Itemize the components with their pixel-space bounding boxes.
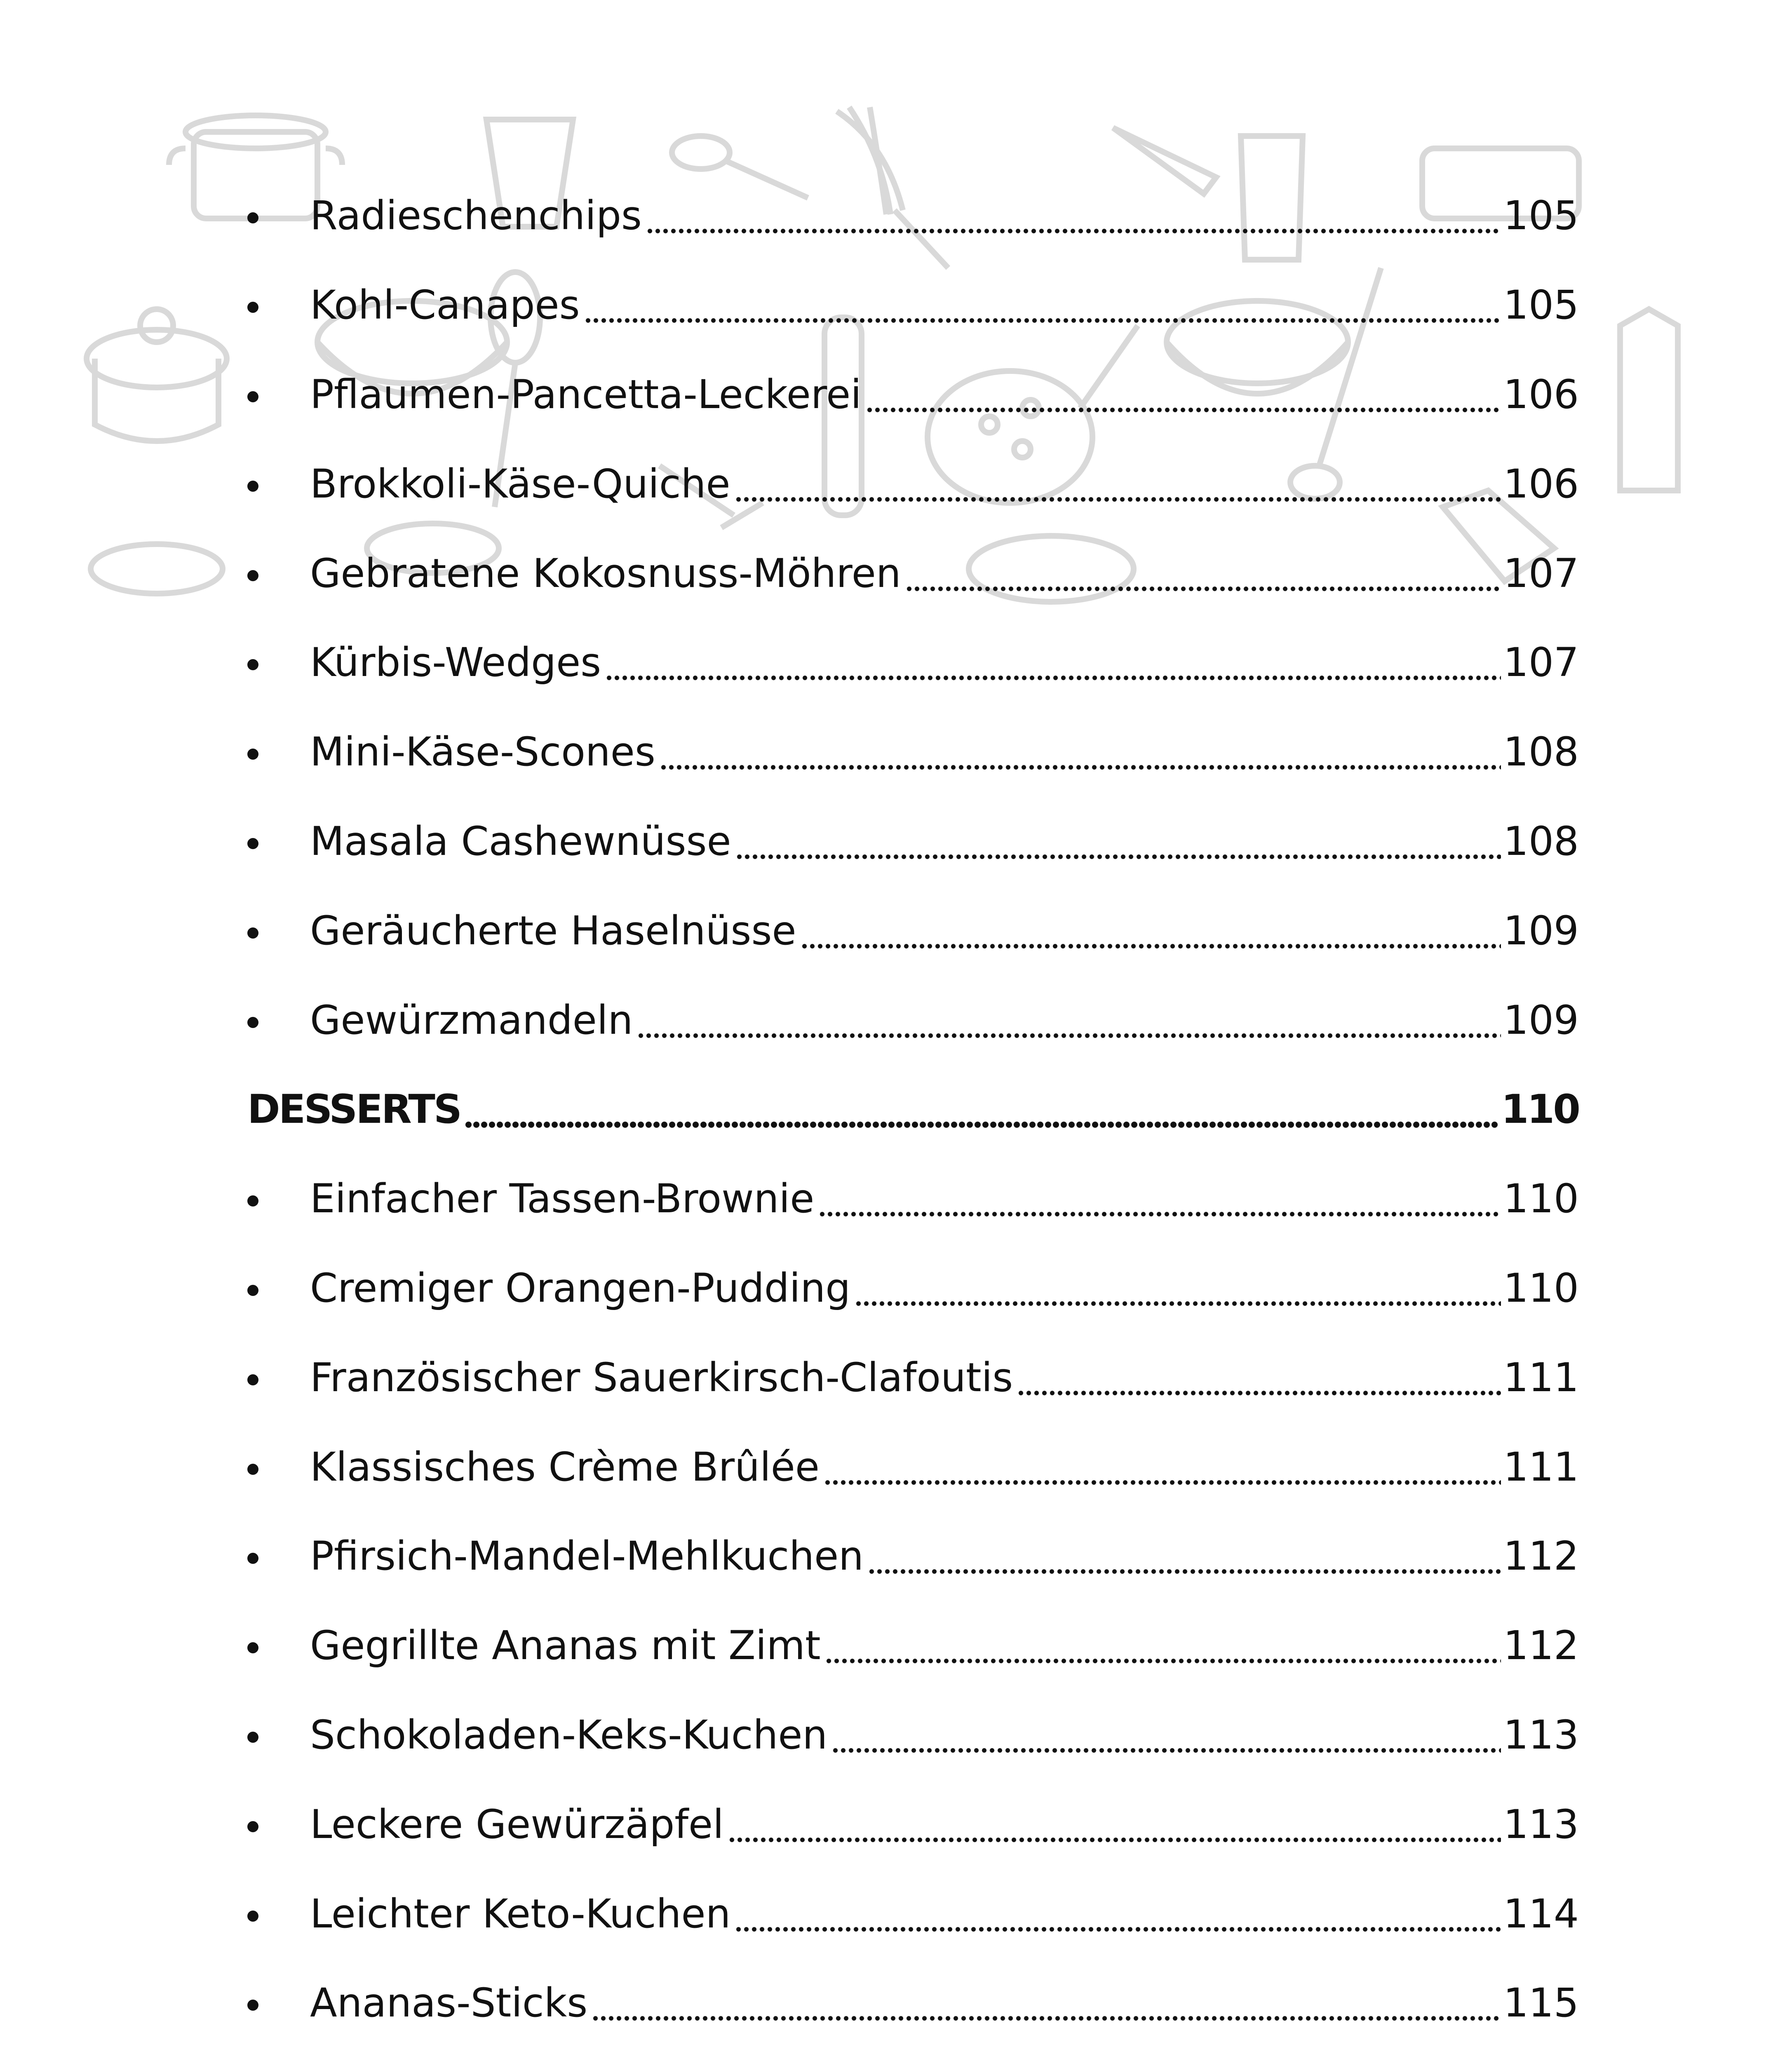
toc-entry[interactable] [247, 2048, 1579, 2061]
toc-entry[interactable] [247, 261, 1579, 350]
toc-entry-title: Cremiger Orangen-Pudding [310, 1265, 851, 1311]
toc-entry-title: Leckere Gewürzäpfel [310, 1801, 724, 1847]
toc-entry[interactable] [247, 1779, 1579, 1869]
toc-entry[interactable] [247, 1601, 1579, 1690]
toc-entry-title: Radieschenchips [310, 192, 642, 239]
toc-entry[interactable] [247, 1333, 1579, 1422]
dot-leader [592, 1982, 1501, 2023]
bullet-icon [247, 302, 258, 313]
toc-entry-page: 114 [1503, 1890, 1579, 1937]
dot-leader [605, 642, 1501, 683]
bullet-icon [247, 212, 258, 223]
toc-entry-page: 109 [1503, 907, 1579, 954]
toc-entry-page: 107 [1503, 639, 1579, 686]
dot-leader [735, 1893, 1501, 1934]
toc-entry-page: 112 [1503, 1622, 1579, 1669]
dot-leader [905, 553, 1501, 594]
toc-entry-page: 110 [1503, 1176, 1579, 1222]
bullet-icon [247, 1195, 258, 1207]
bullet-icon [247, 1911, 258, 1922]
bullet-icon [247, 1732, 258, 1743]
dot-leader [801, 910, 1501, 951]
toc-entry-title: Gewürzmandeln [310, 997, 633, 1043]
toc-entry-title: Geräucherte Haselnüsse [310, 907, 796, 954]
bullet-icon [247, 1553, 258, 1564]
toc-entry-page: 115 [1503, 1980, 1579, 2026]
toc-entry-page: 111 [1503, 1444, 1579, 1490]
toc-entry-title: Gebratene Kokosnuss-Möhren [310, 550, 901, 596]
dot-leader [728, 1804, 1501, 1845]
toc-entry[interactable] [247, 1869, 1579, 1958]
toc-entry[interactable] [247, 1690, 1579, 1780]
toc-entry-title: Schokoladen-Keks-Kuchen [310, 1711, 828, 1758]
toc-entry[interactable] [247, 1422, 1579, 1512]
toc-entry-title: Kürbis-Wedges [310, 639, 601, 686]
dot-leader [855, 1268, 1501, 1309]
bullet-icon [247, 838, 258, 849]
toc-entry[interactable] [247, 528, 1579, 618]
bullet-icon [247, 1642, 258, 1653]
toc-entry-title: Mini-Käse-Scones [310, 729, 655, 775]
toc-entry[interactable] [247, 1154, 1579, 1244]
bullet-icon [247, 570, 258, 581]
bullet-icon [247, 1821, 258, 1832]
toc-entry-title: Masala Cashewnüsse [310, 818, 731, 864]
toc-entry-page: 113 [1503, 1801, 1579, 1847]
dot-leader [465, 1089, 1499, 1130]
toc-entry-title: Französischer Sauerkirsch-Clafoutis [310, 1354, 1013, 1401]
toc-entry[interactable] [247, 171, 1579, 261]
dot-leader [866, 374, 1501, 415]
toc-entry-title: Pflaumen-Pancetta-Leckerei [310, 371, 862, 418]
dot-leader [660, 731, 1501, 772]
dot-leader [584, 284, 1501, 326]
toc-entry-page: 108 [1503, 818, 1579, 864]
table-of-contents [247, 171, 1579, 2061]
dot-leader [818, 1178, 1501, 1219]
bullet-icon [247, 1374, 258, 1385]
dot-leader [646, 195, 1501, 236]
toc-entry[interactable] [247, 975, 1579, 1065]
bullet-icon [247, 749, 258, 760]
toc-entry-page: 113 [1503, 1711, 1579, 1758]
dot-leader [637, 1000, 1501, 1041]
toc-entry[interactable] [247, 1512, 1579, 1601]
toc-entry-title: Einfacher Tassen-Brownie [310, 1176, 815, 1222]
toc-entry-page: 107 [1503, 550, 1579, 596]
toc-entry[interactable] [247, 886, 1579, 975]
toc-entry-page: 106 [1503, 460, 1579, 507]
toc-entry-title: Gegrillte Ananas mit Zimt [310, 1622, 821, 1669]
toc-entry-page: 112 [1503, 1533, 1579, 1580]
bullet-icon [247, 2000, 258, 2011]
toc-entry-page: 105 [1503, 282, 1579, 329]
toc-entry-page: 108 [1503, 729, 1579, 775]
bullet-icon [247, 659, 258, 670]
dot-leader [825, 1625, 1501, 1666]
toc-entry-title: Klassisches Crème Brûlée [310, 1444, 820, 1490]
toc-entry-page: 109 [1503, 997, 1579, 1043]
dot-leader [824, 1446, 1501, 1488]
toc-entry[interactable] [247, 1244, 1579, 1333]
toc-entry[interactable] [247, 707, 1579, 797]
toc-entry[interactable] [247, 797, 1579, 886]
toc-entry[interactable] [247, 439, 1579, 528]
toc-section-heading[interactable] [247, 1065, 1579, 1154]
section-title: DESSERTS [247, 1086, 461, 1133]
toc-entry-page: 105 [1503, 192, 1579, 239]
toc-entry-title: Leichter Keto-Kuchen [310, 1890, 731, 1937]
toc-entry[interactable] [247, 1958, 1579, 2048]
toc-entry-page: 110 [1503, 1265, 1579, 1311]
toc-entry-title: Pfirsich-Mandel-Mehlkuchen [310, 1533, 864, 1580]
section-page: 110 [1501, 1086, 1579, 1133]
toc-entry-title: Ananas-Sticks [310, 1980, 588, 2026]
toc-entry-title: Kohl-Canapes [310, 282, 580, 329]
toc-entry-title: Brokkoli-Käse-Quiche [310, 460, 730, 507]
toc-entry-page: 106 [1503, 371, 1579, 418]
bullet-icon [247, 481, 258, 492]
dot-leader [735, 821, 1501, 862]
bullet-icon [247, 1017, 258, 1028]
dot-leader [831, 1714, 1501, 1756]
bullet-icon [247, 1285, 258, 1296]
dot-leader [735, 463, 1501, 505]
toc-entry-page: 111 [1503, 1354, 1579, 1401]
bullet-icon [247, 391, 258, 402]
toc-entry[interactable] [247, 618, 1579, 707]
bullet-icon [247, 927, 258, 939]
bullet-icon [247, 1464, 258, 1475]
dot-leader [868, 1535, 1501, 1577]
toc-entry[interactable] [247, 350, 1579, 439]
dot-leader [1017, 1357, 1501, 1398]
